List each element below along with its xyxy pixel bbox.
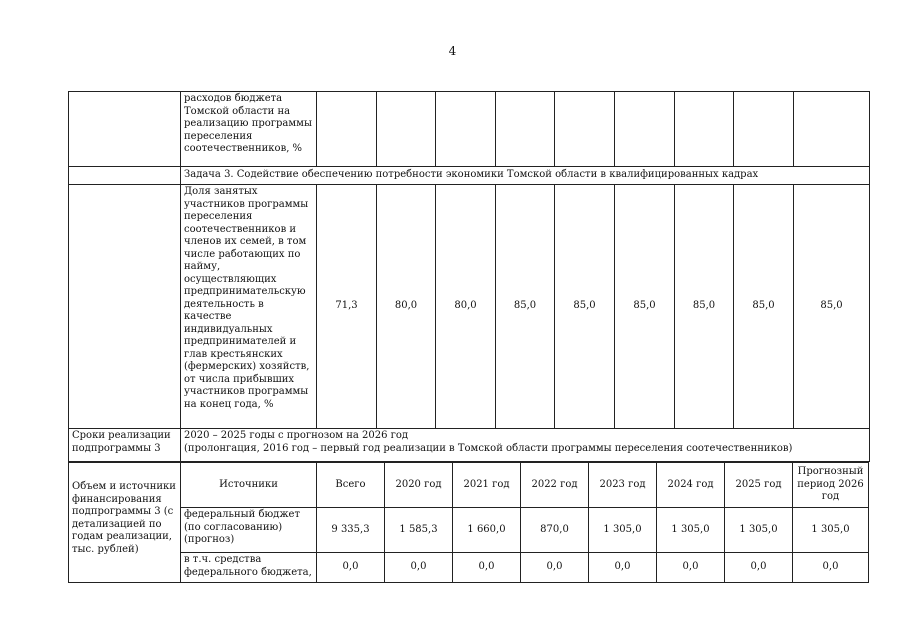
value-cell: 85,0 bbox=[496, 185, 555, 429]
value-cell: 0,0 bbox=[793, 553, 869, 583]
value-cell: 85,0 bbox=[794, 185, 870, 429]
financing-label: Объем и источники финансирования подпрограммы 3 (с детализацией по годам реализации, тыс. рублей) bbox=[69, 463, 181, 583]
value-cell: 1 305,0 bbox=[589, 508, 657, 553]
value-cell: 0,0 bbox=[385, 553, 453, 583]
page-number: 4 bbox=[448, 44, 457, 58]
federal-label: федеральный бюджет (по согласованию) (прогноз) bbox=[181, 508, 317, 553]
value-cell: 85,0 bbox=[615, 185, 675, 429]
header-cell: 2023 год bbox=[589, 463, 657, 508]
value-cell: 80,0 bbox=[436, 185, 496, 429]
header-cell: 2025 год bbox=[725, 463, 793, 508]
incl-row bbox=[69, 553, 869, 583]
value-cell: 1 305,0 bbox=[793, 508, 869, 553]
value-cell: 0,0 bbox=[453, 553, 521, 583]
value-cell: 0,0 bbox=[521, 553, 589, 583]
empty-cell bbox=[69, 185, 181, 429]
financing-table bbox=[68, 462, 869, 583]
value-cell: 80,0 bbox=[377, 185, 436, 429]
employed-label: Доля занятых участников программы переселения соотечественников и членов их семей, в том числе работающих по найму, осуществляющих предпринимательскую деятельность в качестве индивидуальных предпринимателей и глав крестьянских (фермерских) хозяйств, от числа прибывших участников программы на конец года, % bbox=[181, 185, 317, 429]
value-cell: 85,0 bbox=[675, 185, 734, 429]
task3-title: Задача 3. Содействие обеспечению потребности экономики Томской области в квалифицированных кадрах bbox=[181, 167, 870, 185]
value-cell: 0,0 bbox=[725, 553, 793, 583]
budget-label: расходов бюджета Томской области на реализацию программы переселения соотечественников, % bbox=[181, 92, 317, 167]
terms-row bbox=[69, 429, 870, 462]
empty-cell bbox=[69, 92, 181, 167]
empty-cell bbox=[69, 167, 181, 185]
header-cell: 2024 год bbox=[657, 463, 725, 508]
indicators-table bbox=[68, 91, 870, 462]
terms-label: Сроки реализации подпрограммы 3 bbox=[69, 429, 181, 462]
header-cell: Прогнозный период 2026 год bbox=[793, 463, 869, 508]
header-cell: Источники bbox=[181, 463, 317, 508]
header-cell: 2020 год bbox=[385, 463, 453, 508]
value-cell: 1 585,3 bbox=[385, 508, 453, 553]
value-cell: 0,0 bbox=[589, 553, 657, 583]
task3-row bbox=[69, 167, 870, 185]
value-cell: 1 305,0 bbox=[725, 508, 793, 553]
value-cell: 85,0 bbox=[555, 185, 615, 429]
incl-label: в т.ч. средства федерального бюджета, bbox=[181, 553, 317, 583]
value-cell: 0,0 bbox=[657, 553, 725, 583]
value-cell: 870,0 bbox=[521, 508, 589, 553]
value-cell: 71,3 bbox=[317, 185, 377, 429]
value-cell: 9 335,3 bbox=[317, 508, 385, 553]
federal-row bbox=[69, 508, 869, 553]
terms-line2: (пролонгация, 2016 год – первый год реализации в Томской области программы переселения соотечественников) bbox=[184, 442, 793, 454]
header-cell: 2021 год bbox=[453, 463, 521, 508]
value-cell: 1 660,0 bbox=[453, 508, 521, 553]
financing-header-row bbox=[69, 463, 869, 508]
terms-value bbox=[181, 429, 870, 462]
value-cell: 85,0 bbox=[734, 185, 794, 429]
value-cell: 0,0 bbox=[317, 553, 385, 583]
employed-row bbox=[69, 185, 870, 429]
header-cell: Всего bbox=[317, 463, 385, 508]
terms-line1: 2020 – 2025 годы с прогнозом на 2026 год bbox=[184, 430, 409, 441]
header-cell: 2022 год bbox=[521, 463, 589, 508]
budget-row bbox=[69, 92, 870, 167]
value-cell: 1 305,0 bbox=[657, 508, 725, 553]
